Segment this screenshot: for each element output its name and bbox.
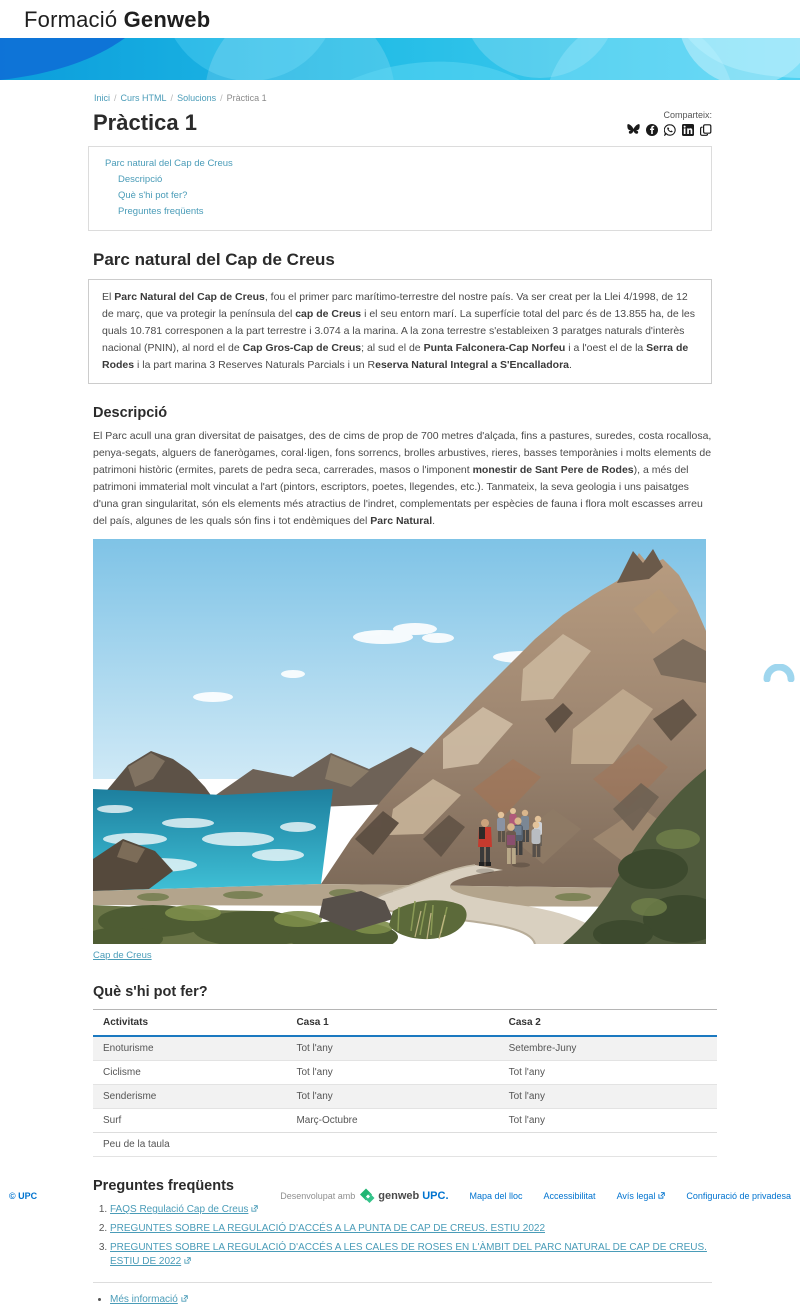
site-header xyxy=(0,0,800,38)
faq-list xyxy=(110,1203,712,1269)
site-brand[interactable] xyxy=(24,7,776,33)
breadcrumb-current: Pràctica 1 xyxy=(226,93,267,103)
descripcio-paragraph: El Parc acull una gran diversitat de paisatges, des de cims de prop de 700 metres d'alçada, fins a pastures, suredes, costa rocallosa, penya-segats, alguers de fanerògames, coral·ligen, fons sorrencs, brolles arbustives, rieres, basses temporànies i molts elements de patrimoni històric (ermites, parets de pedra seca, carrerades, masos o l'imponent monestir de Sant Pere de Rodes), a més del patrimoni immaterial molt vinculat a l'art (pintors, escriptors, poetes, llegendes, etc.). Tanmateix, la seva geologia i uns paisatges d'una gran singularitat, són els elements més atractius de l'indret, complementats per espècies de fauna i flora molt escasses arreu del país, algunes de les quals són fins i tot endèmiques del Parc Natural. xyxy=(93,430,712,527)
breadcrumb-link-inici[interactable]: Inici xyxy=(94,93,111,103)
share-whatsapp-icon[interactable] xyxy=(664,124,676,136)
header-banner-graphic xyxy=(0,38,800,80)
photo-caption-link[interactable]: Cap de Creus xyxy=(93,950,152,961)
table-row: Senderisme Tot l'any Tot l'any xyxy=(93,1085,717,1109)
parc-summary-box: El Parc Natural del Cap de Creus, fou el primer parc marítimo-terrestre del nostre país. Va ser creat per la Llei 4/1998, de 12 de març, que va protegir la península del cap de Creus i el seu entorn marí. La superfície total del parc és de 13.855 ha, de les quals 10.781 corresponen a la part terrestre i 3.074 a la marina. A la zona terrestre s'estableixen 3 paratges naturals d'interès nacional (PNIN), al nord el de Cap Gros-Cap de Creus; al sud el de Punta Falconera-Cap Norfeu i a l'oest el de la Serra de Rodes i la part marina 3 Reserves Naturals Parcials i un Reserva Natural Integral a S'Encalladora. xyxy=(88,279,712,384)
genweb-logo-icon xyxy=(360,1188,375,1203)
breadcrumb-link-curs-html[interactable]: Curs HTML xyxy=(120,93,167,103)
list-item xyxy=(110,1294,712,1305)
share-facebook-icon[interactable] xyxy=(646,124,658,136)
column-header-casa2: Casa 2 xyxy=(499,1010,717,1037)
share-label: Comparteix: xyxy=(663,110,712,120)
faq-item xyxy=(110,1203,712,1217)
faq-link-3[interactable]: PREGUNTES SOBRE LA REGULACIÓ D'ACCÉS A LES CALES DE ROSES EN L'ÀMBIT DEL PARC NATURAL DE CAP DE CREUS. ESTIU DE 2022 xyxy=(110,1242,707,1267)
divider xyxy=(93,1282,712,1283)
share-copy-link-icon[interactable] xyxy=(700,124,712,136)
footer-link-accessibilitat[interactable]: Accessibilitat xyxy=(543,1190,596,1201)
footer-link-mapa[interactable]: Mapa del lloc xyxy=(469,1190,523,1201)
toc-item-descripcio[interactable]: Descripció xyxy=(118,174,163,185)
page-title: Pràctica 1 xyxy=(93,110,197,135)
faq-link-2[interactable]: PREGUNTES SOBRE LA REGULACIÓ D'ACCÉS A LA PUNTA DE CAP DE CREUS. ESTIU 2022 xyxy=(110,1223,546,1234)
toc-item-que-fer[interactable]: Què s'hi pot fer? xyxy=(118,190,188,201)
more-info-link[interactable]: Més informació xyxy=(110,1294,178,1305)
faq-item xyxy=(110,1222,712,1236)
table-of-contents xyxy=(88,146,712,231)
section-heading-preguntes: Preguntes freqüents xyxy=(93,1178,234,1194)
toc-item-preguntes[interactable]: Preguntes freqüents xyxy=(118,206,204,217)
more-info-list xyxy=(110,1294,712,1305)
external-link-icon xyxy=(658,1191,665,1201)
table-footer-cell: Peu de la taula xyxy=(93,1133,717,1157)
external-link-icon xyxy=(251,1203,258,1217)
toc-item-parc[interactable]: Parc natural del Cap de Creus xyxy=(105,158,233,169)
table-row: Surf Març-Octubre Tot l'any xyxy=(93,1109,717,1133)
brand-regular: Formació xyxy=(24,7,118,32)
breadcrumb-link-solucions[interactable]: Solucions xyxy=(177,93,217,103)
faq-link-1[interactable]: FAQS Regulació Cap de Creus xyxy=(110,1204,249,1215)
site-footer xyxy=(0,1188,800,1203)
table-row: Enoturisme Tot l'any Setembre-Juny xyxy=(93,1036,717,1061)
share-block xyxy=(627,110,712,136)
activities-table xyxy=(93,1009,717,1157)
section-heading-parc: Parc natural del Cap de Creus xyxy=(93,250,335,269)
share-linkedin-icon[interactable] xyxy=(682,124,694,136)
external-link-icon xyxy=(181,1294,188,1305)
cap-de-creus-photo xyxy=(93,539,706,944)
brand-bold: Genweb xyxy=(123,7,211,32)
section-heading-descripcio: Descripció xyxy=(93,405,168,421)
breadcrumb: Inici / Curs HTML / Solucions / Pràctica 1 xyxy=(94,93,267,103)
footer-link-avis-legal[interactable]: Avís legal xyxy=(617,1191,666,1201)
table-footer-row xyxy=(93,1133,717,1157)
developed-with: Desenvolupat amb genweb UPC. xyxy=(280,1189,449,1202)
genweb-logo[interactable]: genweb UPC. xyxy=(360,1188,448,1203)
back-to-top-button[interactable] xyxy=(763,664,795,682)
table-header-row xyxy=(93,1010,717,1037)
column-header-casa1: Casa 1 xyxy=(286,1010,498,1037)
table-row: Ciclisme Tot l'any Tot l'any xyxy=(93,1061,717,1085)
share-bluesky-icon[interactable] xyxy=(627,124,640,136)
section-heading-que-fer: Què s'hi pot fer? xyxy=(93,984,208,1000)
faq-item xyxy=(110,1241,712,1269)
main-content xyxy=(88,80,712,1305)
column-header-activitats: Activitats xyxy=(93,1010,286,1037)
footer-link-privadesa[interactable]: Configuració de privadesa xyxy=(686,1190,791,1201)
footer-upc-link[interactable]: © UPC xyxy=(9,1190,38,1201)
external-link-icon xyxy=(184,1255,191,1269)
